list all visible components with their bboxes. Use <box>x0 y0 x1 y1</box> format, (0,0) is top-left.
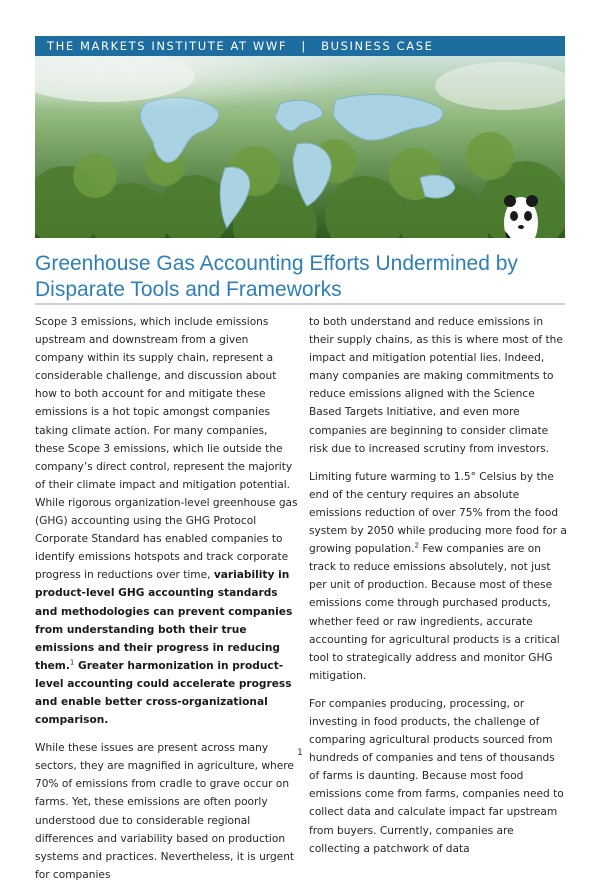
left-p1-bold: variability in product-level GHG accounting standards and methodologies can prevent companies from understanding both their true emissions and their progress in reducing them. <box>35 569 293 672</box>
header-separator: | <box>301 39 307 53</box>
forest-world-map-illustration <box>35 56 565 238</box>
right-paragraph-3: For companies producing, processing, or investing in food products, the challenge of comparing agricultural products sourced from hundreds of companies and tens of thousands of farms is daunting. Because most food emissions come from farms, companies need to collect data and calculate impact far upstream from buyers. Currently, companies are collecting a patchwork of data <box>309 697 564 855</box>
page-title: Greenhouse Gas Accounting Efforts Undermined by Disparate Tools and Frameworks <box>35 252 518 301</box>
left-p1-intro: Scope 3 emissions, which include emissions upstream and downstream from a given company within its supply chain, represent a considerable challenge, and discussion about how to both account for and mitigate these emissions is a hot topic amongst companies taking climate action. For many companies, these Scope 3 emissions, which lie outside the company’s direct control, represent the majority of their climate impact and mitigation potential. While rigorous organization-level greenhouse gas (GHG) accounting using the GHG Protocol Corporate Standard has enabled companies to identify emissions hotspots and track corporate progress in reductions over time, <box>35 316 298 582</box>
right-p2-a: Limiting future warming to 1.5° Celsius by the end of the century requires an absolute emissions reduction of over 75% from the food system by 2050 while producing more food for a growing population. <box>309 470 567 556</box>
right-p2-b: Few companies are on track to reduce emissions absolutely, not just per unit of production. Because most of these emissions come through purchased products, whether feed or raw ingredients, accurate accounting for agricultural products is a critical tool to strategically address and monitor GHG mitigation. <box>309 543 560 682</box>
right-paragraph-1: to both understand and reduce emissions in their supply chains, as this is where most of the impact and mitigation potential lies. Indeed, many companies are making commitments to reduce emissions aligned with the Science Based Targets Initiative, and even more companies are beginning to consider climate risk due to increased scrutiny from investors. <box>309 316 563 455</box>
header-right-text: BUSINESS CASE <box>321 39 434 53</box>
page-number: 1 <box>297 748 303 758</box>
header-left-text: THE MARKETS INSTITUTE AT WWF <box>47 39 288 53</box>
left-p1-bold-2: Greater harmonization in product-level accounting could accelerate progress and enable better cross-organizational comparison. <box>35 659 292 727</box>
panda-icon <box>501 171 541 238</box>
right-column <box>309 313 567 868</box>
hero-image <box>35 56 565 238</box>
footnote-ref-2: 2 <box>414 541 419 550</box>
left-paragraph-1 <box>35 313 299 729</box>
right-paragraph-2 <box>309 468 567 685</box>
title-divider <box>35 303 565 305</box>
footnote-ref-1: 1 <box>69 658 75 667</box>
header-band <box>35 36 565 56</box>
left-paragraph-2: While these issues are present across many sectors, they are magnified in agriculture, where 70% of emissions from cradle to grave occur on farms. Yet, these emissions are often poorly understood due to considerable regional differences and variability based on production systems and practices. Nevertheless, it is urgent for companies <box>35 742 295 881</box>
wwf-logo <box>501 171 552 238</box>
left-column <box>35 313 299 894</box>
